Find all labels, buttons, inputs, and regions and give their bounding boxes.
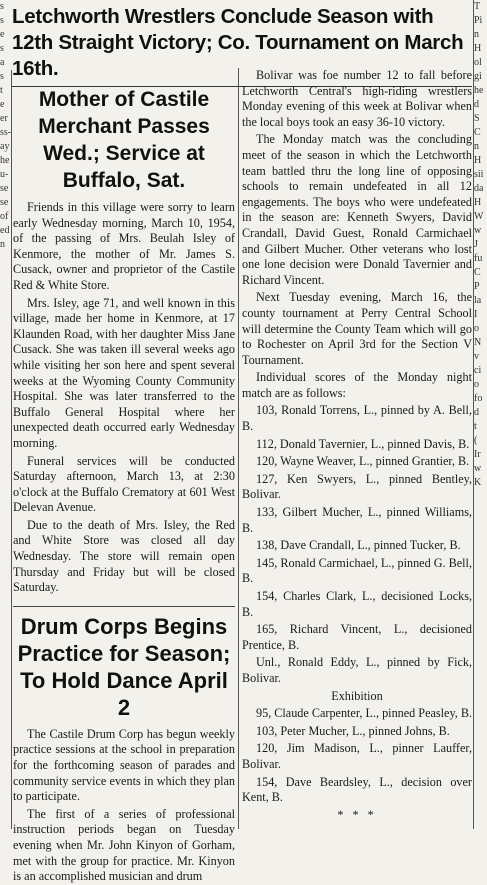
exhibition-entry: 95, Claude Carpenter, L., pinned Peasley, B. bbox=[256, 706, 473, 721]
wrestling-paragraph: Bolivar was foe number 12 to fall before Letchworth Central's high-riding wrestlers Monday evening of this week at Bolivar when the local boys took an easy 36-10 victory. bbox=[242, 68, 472, 129]
right-margin-fragment: n bbox=[474, 141, 479, 152]
wrestling-article-body bbox=[242, 68, 472, 401]
right-column bbox=[242, 68, 472, 823]
castile-paragraph: Due to the death of Mrs. Isley, the Red and White Store was closed all day Wednesday. The store will remain open Thursday and Friday but will be closed Saturday. bbox=[13, 517, 235, 595]
left-margin-fragment: n bbox=[0, 239, 5, 250]
castile-paragraph: Mrs. Isley, age 71, and well known in this village, made her home in Kenmore, at 17 Klaunden Road, with her daughter Miss Jane Cusack. She was taken ill several weeks ago while visiting her son here and spent several weeks at the Wyoming County Community Hospital. She was later transferred to the Buffalo General Hospital where her unexpected death occurred early Wednesday morning. bbox=[13, 295, 235, 450]
score-entry: Unl., Ronald Eddy, L., pinned by Fick, Bolivar. bbox=[242, 655, 472, 685]
wrestling-paragraph: The Monday match was the concluding meet of the season in which the Letchworth team battled thru the long line of opposing schools to remain undefeated in all 12 engagements. The boys who were undefeated in the season are: Kenneth Swyers, David Crandall, David Guest, Ronald Carmichael and Gilbert Mucher. Other veterans who lost one lone decision were Donald Tavernier and Richard Vincent. bbox=[242, 132, 472, 287]
drum-paragraph: The Castile Drum Corp has begun weekly practice sessions at the school in preparation for the forthcoming season of parades and community service events in which they plan to participate. bbox=[13, 726, 235, 804]
score-entry: 103, Ronald Torrens, L., pinned by A. Bell, B. bbox=[242, 403, 472, 434]
right-margin-fragment: N bbox=[474, 337, 482, 348]
right-margin-fragment: W bbox=[474, 211, 484, 222]
exhibition-label: Exhibition bbox=[331, 688, 383, 703]
left-margin-fragment: of bbox=[0, 211, 9, 222]
left-column-rule bbox=[11, 70, 12, 829]
exhibition-entry: 120, Jim Madison, L., pinner Lauffer, Bolivar. bbox=[242, 741, 472, 771]
left-margin-fragment: ss- bbox=[0, 127, 12, 138]
right-margin-fragment: H bbox=[474, 197, 482, 208]
castile-article-title: Mother of Castile Merchant Passes Wed.; Service at Buffalo, Sat. bbox=[38, 88, 210, 192]
castile-article-body bbox=[13, 200, 235, 596]
right-margin-fragment: o bbox=[474, 323, 479, 334]
right-margin-fragment: sii bbox=[474, 169, 484, 180]
right-margin-fragment: w bbox=[474, 225, 482, 236]
end-mark: * * * bbox=[337, 807, 377, 822]
right-column-rule bbox=[473, 0, 474, 829]
right-margin-fragment: Pi bbox=[474, 15, 483, 26]
castile-paragraph: Funeral services will be conducted Saturday afternoon, March 13, at 2:30 o'clock at the Buffalo Crematory at 601 West Delevan Avenue. bbox=[13, 453, 235, 515]
drum-article-body bbox=[13, 727, 235, 885]
left-margin-fragment: s bbox=[0, 15, 4, 26]
left-margin-fragment: he bbox=[0, 155, 10, 166]
right-margin-fragment: da bbox=[474, 183, 484, 194]
left-margin-fragment: ed bbox=[0, 225, 10, 236]
score-entry: 112, Donald Tavernier, L., pinned Davis, B. bbox=[256, 436, 470, 451]
score-entry: 138, Dave Crandall, L., pinned Tucker, B. bbox=[256, 538, 461, 553]
left-margin-fragment: s bbox=[0, 71, 4, 82]
exhibition-entry: 103, Peter Mucher, L., pinned Johns, B. bbox=[256, 723, 450, 738]
left-margin-fragment: u- bbox=[0, 169, 9, 180]
left-margin-fragment: se bbox=[0, 197, 9, 208]
drum-paragraph: The first of a series of professional instruction periods began on Tuesday evening when Mr. John Kinyon of Gorham, met with the group for practice. Mr. Kinyon is an accomplished musician and drum bbox=[13, 806, 235, 884]
wrestling-paragraph: Individual scores of the Monday night match are as follows: bbox=[242, 370, 472, 400]
right-margin-fragment: v bbox=[474, 351, 479, 362]
left-margin-fragment: er bbox=[0, 113, 8, 124]
right-margin-fragment: C bbox=[474, 127, 481, 138]
score-entry: 145, Ronald Carmichael, L., pinned G. Bell, B. bbox=[242, 555, 472, 586]
right-margin-fragment: ol bbox=[474, 57, 482, 68]
right-margin-fragment: d bbox=[474, 99, 479, 110]
right-margin-fragment: Ir bbox=[474, 449, 481, 460]
left-margin-fragments bbox=[0, 0, 10, 829]
left-column bbox=[13, 68, 235, 885]
right-margin-fragment: d bbox=[474, 407, 479, 418]
left-margin-fragment: a bbox=[0, 57, 5, 68]
drum-article-title: Drum Corps Begins Practice for Season; To Hold Dance April 2 bbox=[13, 606, 235, 721]
exhibition-entry: 154, Dave Beardsley, L., decision over Kent, B. bbox=[242, 774, 472, 805]
right-margin-fragment: T bbox=[474, 1, 481, 12]
right-margin-fragment: w bbox=[474, 463, 482, 474]
right-margin-fragment: H bbox=[474, 43, 482, 54]
right-margin-fragment: I bbox=[474, 309, 478, 320]
right-margin-fragment: fo bbox=[474, 393, 483, 404]
exhibition-list bbox=[242, 706, 472, 806]
score-entry: 165, Richard Vincent, L., decisioned Prentice, B. bbox=[242, 622, 472, 652]
right-margin-fragments bbox=[474, 0, 487, 829]
right-margin-fragment: C bbox=[474, 267, 481, 278]
left-margin-fragment: t bbox=[0, 85, 3, 96]
right-margin-fragment: S bbox=[474, 113, 480, 124]
left-margin-fragment: se bbox=[0, 183, 9, 194]
left-margin-fragment: s bbox=[0, 1, 4, 12]
right-margin-fragment: ci bbox=[474, 365, 482, 376]
left-margin-fragment: e bbox=[0, 29, 5, 40]
right-margin-fragment: gi bbox=[474, 71, 482, 82]
center-column-rule bbox=[238, 68, 239, 829]
score-entry: 120, Wayne Weaver, L., pinned Grantier, B. bbox=[256, 454, 470, 469]
right-margin-fragment: ( bbox=[474, 435, 478, 446]
right-margin-fragment: K bbox=[474, 477, 482, 488]
right-margin-fragment: J bbox=[474, 239, 478, 250]
score-entry: 154, Charles Clark, L., decisioned Locks, B. bbox=[242, 589, 472, 619]
right-margin-fragment: la bbox=[474, 295, 482, 306]
score-entry: 127, Ken Swyers, L., pinned Bentley, Bolivar. bbox=[242, 471, 472, 502]
castile-paragraph: Friends in this village were sorry to learn early Wednesday morning, March 10, 1954, of the passing of Mrs. Beulah Isley of Kenmore, the mother of Mr. James S. Cusack, owner and proprietor of the Castile Red & White Store. bbox=[13, 200, 235, 292]
main-headline: Letchworth Wrestlers Conclude Season with 12th Straight Victory; Co. Tournament on March 16th. bbox=[12, 4, 472, 87]
left-margin-fragment: e bbox=[0, 99, 5, 110]
right-margin-fragment: n bbox=[474, 29, 479, 40]
right-margin-fragment: he bbox=[474, 85, 484, 96]
right-margin-fragment: H bbox=[474, 155, 482, 166]
right-margin-fragment: fu bbox=[474, 253, 483, 264]
right-margin-fragment: t bbox=[474, 421, 477, 432]
score-list bbox=[242, 403, 472, 686]
score-entry: 133, Gilbert Mucher, L., pinned Williams, B. bbox=[242, 505, 472, 535]
wrestling-paragraph: Next Tuesday evening, March 16, the county tournament at Perry Central School will determine the County Team which will go to Rochester on April 3rd for the Section V Tournament. bbox=[242, 290, 472, 367]
left-margin-fragment: ay bbox=[0, 141, 10, 152]
right-margin-fragment: o bbox=[474, 379, 479, 390]
left-margin-fragment: s bbox=[0, 43, 4, 54]
right-margin-fragment: P bbox=[474, 281, 480, 292]
